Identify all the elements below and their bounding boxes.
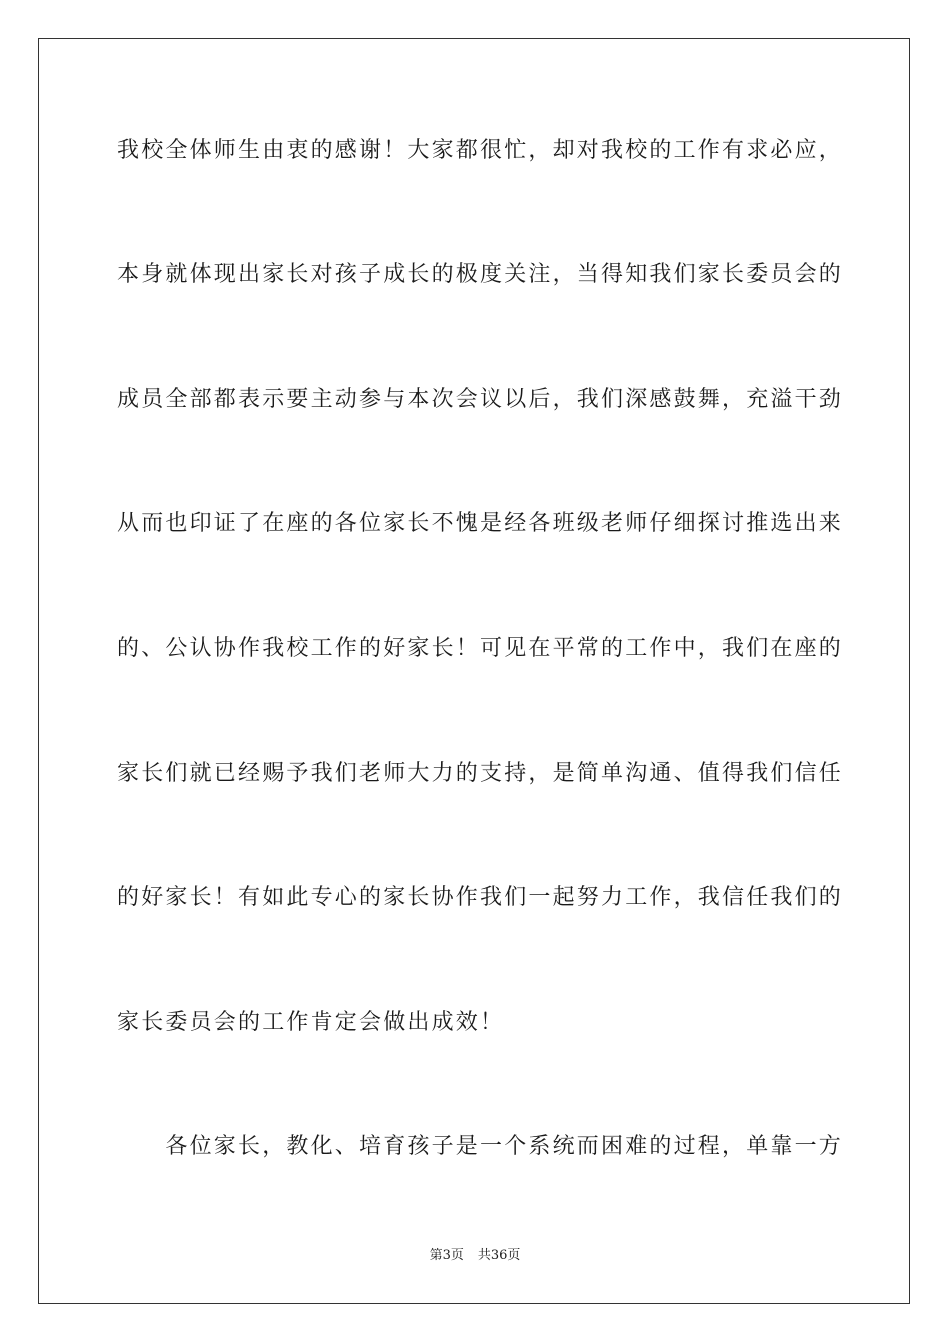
paragraph-line-6: 家长们就已经赐予我们老师大力的支持，是简单沟通、值得我们信任 [117, 761, 844, 786]
page-border [38, 38, 910, 1304]
paragraph-line-8: 家长委员会的工作肯定会做出成效！ [117, 1010, 505, 1035]
page-footer [0, 1247, 950, 1265]
paragraph-line-2: 本身就体现出家长对孩子成长的极度关注，当得知我们家长委员会的 [117, 262, 844, 287]
paragraph-line-3: 成员全部都表示要主动参与本次会议以后，我们深感鼓舞，充溢干劲 [117, 387, 844, 412]
paragraph-line-5: 的、公认协作我校工作的好家长！可见在平常的工作中，我们在座的 [117, 636, 844, 661]
paragraph-line-4: 从而也印证了在座的各位家长不愧是经各班级老师仔细探讨推选出来 [117, 511, 844, 536]
page-number: 第3页 [429, 1248, 464, 1263]
paragraph-line-9: 各位家长，教化、培育孩子是一个系统而困难的过程，单靠一方 [117, 1134, 844, 1159]
paragraph-line-1: 我校全体师生由衷的感谢！大家都很忙，却对我校的工作有求必应， [117, 138, 844, 163]
total-pages: 共36页 [477, 1248, 521, 1263]
paragraph-line-7: 的好家长！有如此专心的家长协作我们一起努力工作，我信任我们的 [117, 885, 844, 910]
